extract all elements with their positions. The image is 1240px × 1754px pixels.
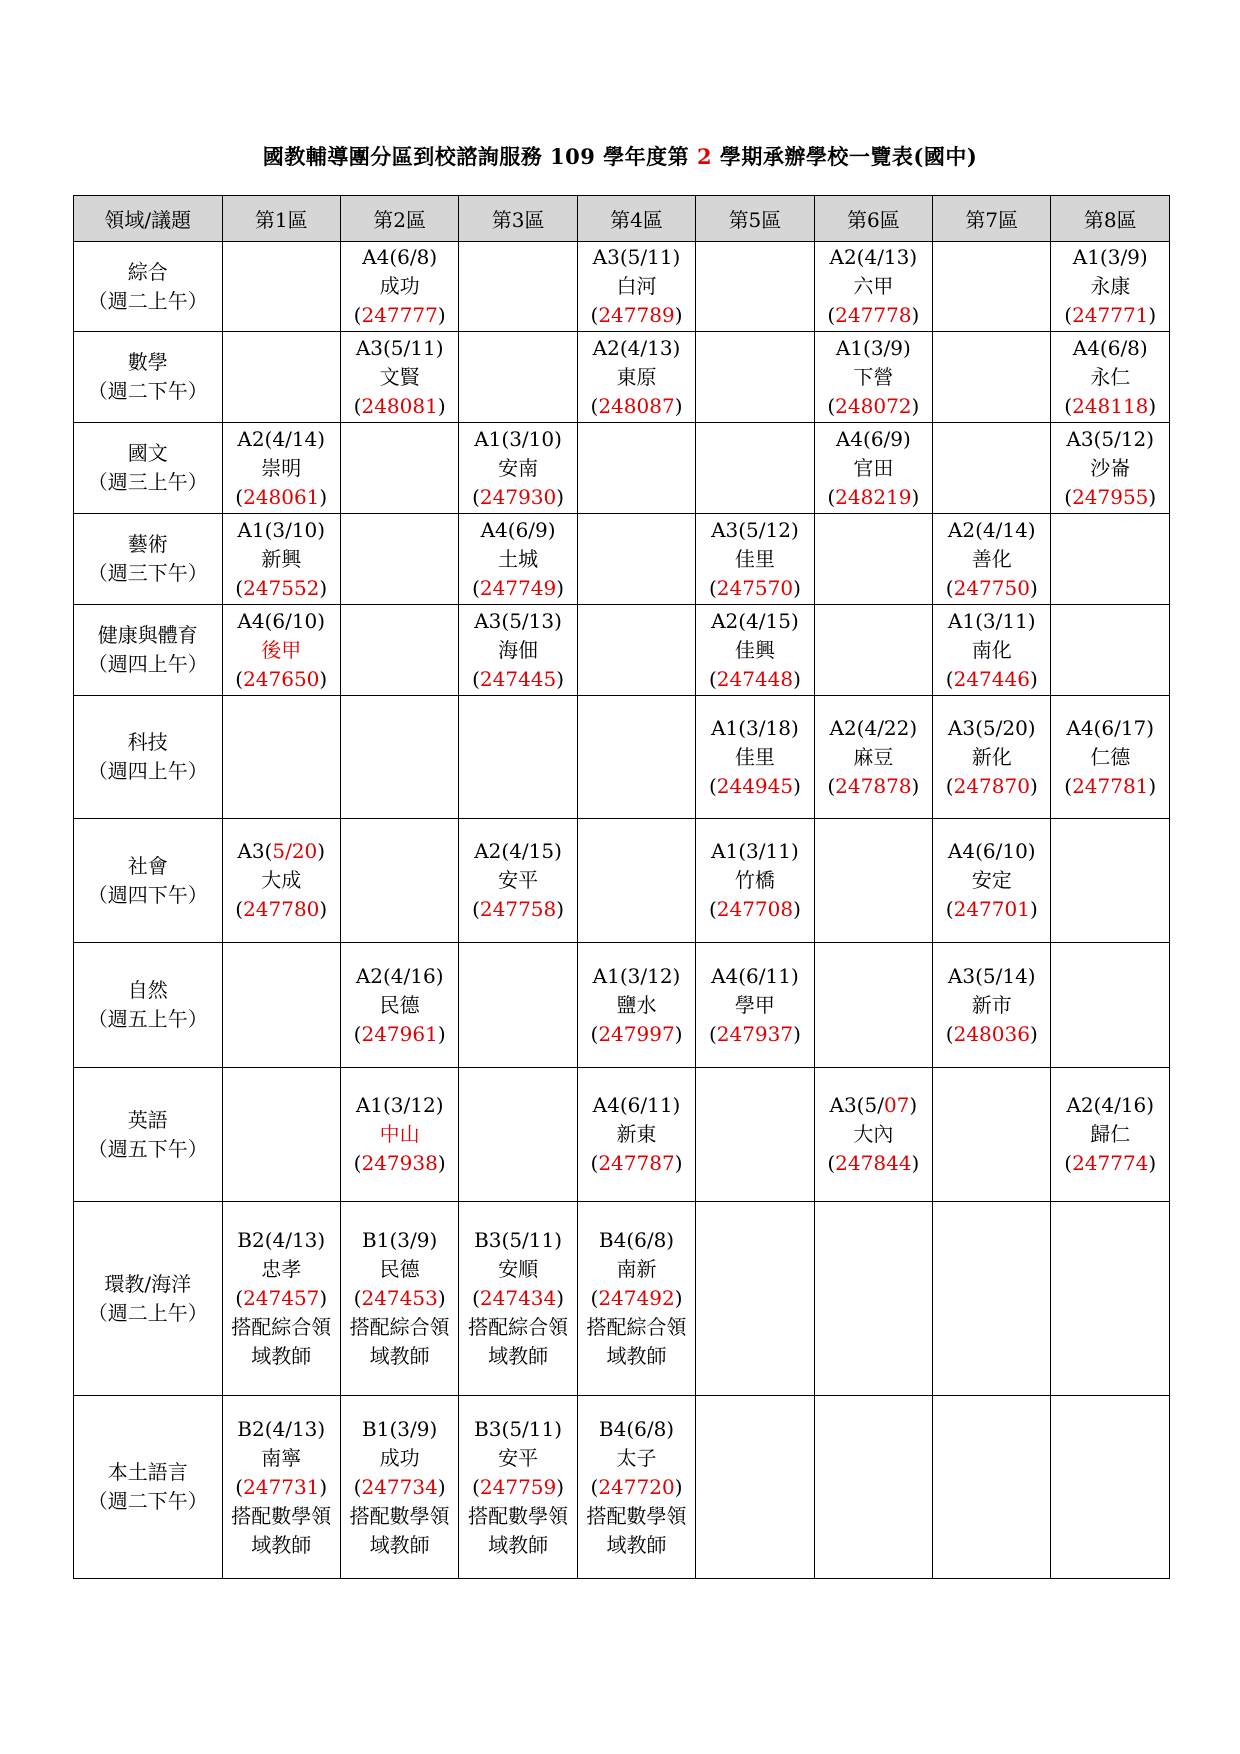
school-name: 後甲: [261, 637, 302, 662]
session-code: A1(3/12): [592, 963, 681, 988]
school-name: 民德: [379, 1257, 420, 1281]
session-code: A3(5/20): [947, 715, 1036, 740]
district-cell: [933, 242, 1051, 332]
school-name: 仁德: [1090, 744, 1131, 769]
area-time: （週四上午）: [87, 652, 208, 676]
district-cell: [340, 1202, 458, 1396]
district-cell: [933, 332, 1051, 423]
area-cell: [74, 332, 223, 423]
district-cell: [577, 696, 695, 819]
school-name: 成功: [379, 1445, 420, 1470]
school-name: 新化: [971, 744, 1012, 769]
district-cell: [933, 943, 1051, 1068]
area-cell: [74, 605, 223, 696]
district-cell: [1051, 1202, 1170, 1396]
district-cell: [577, 242, 695, 332]
session-code: A4(6/9): [480, 517, 556, 542]
district-cell: [696, 423, 814, 514]
district-cell: [577, 1202, 695, 1396]
district-cell: [459, 514, 577, 605]
note-line: 搭配綜合領: [349, 1315, 450, 1339]
session-code: A1(3/10): [237, 517, 326, 542]
district-cell: [222, 242, 340, 332]
session-code: A3(5/11): [592, 245, 681, 269]
school-name: 安南: [498, 455, 539, 480]
course-code: (248081): [353, 393, 446, 418]
note-line: 域教師: [488, 1532, 549, 1557]
area-label: 英語: [127, 1107, 168, 1132]
area-label: 國文: [127, 441, 168, 465]
note-line: 域教師: [251, 1344, 312, 1368]
district-cell: [1051, 605, 1170, 696]
session-code: B1(3/9): [362, 1416, 438, 1441]
session-code: A3(5/13): [474, 608, 562, 633]
course-code: (247759): [472, 1474, 565, 1499]
district-cell: [459, 1202, 577, 1396]
school-name: 成功: [379, 274, 420, 298]
school-name: 佳里: [734, 546, 775, 571]
area-label: 數學: [127, 350, 168, 374]
district-cell: [1051, 696, 1170, 819]
course-code: (247937): [708, 1021, 801, 1046]
district-cell: [340, 1068, 458, 1202]
course-code: (247701): [945, 897, 1038, 921]
session-code: A2(4/14): [237, 426, 326, 451]
district-cell: [933, 1396, 1051, 1579]
area-time: （週二下午）: [87, 379, 208, 403]
course-code: (247749): [472, 575, 565, 600]
school-name: 海佃: [498, 637, 539, 662]
note-line: 域教師: [251, 1532, 312, 1557]
course-code: (247878): [827, 773, 920, 798]
district-cell: [340, 943, 458, 1068]
note-line: 搭配綜合領: [468, 1315, 569, 1339]
district-cell: [459, 1396, 577, 1579]
area-label: 環教/海洋: [104, 1271, 192, 1296]
district-cell: [1051, 943, 1170, 1068]
district-cell: [577, 514, 695, 605]
note-line: 搭配數學領: [349, 1503, 450, 1528]
district-cell: [222, 943, 340, 1068]
course-code: (247777): [353, 303, 446, 327]
area-cell: [74, 819, 223, 943]
course-code: (247771): [1064, 303, 1157, 327]
district-cell: [459, 332, 577, 423]
district-cell: [340, 605, 458, 696]
district-cell: [814, 332, 932, 423]
district-cell: [814, 819, 932, 943]
session-code: A2(4/22): [829, 715, 918, 740]
table-row: [74, 332, 1170, 423]
course-code: (247844): [827, 1151, 920, 1175]
district-cell: [222, 1068, 340, 1202]
school-name: 歸仁: [1090, 1122, 1131, 1146]
session-code: B1(3/9): [362, 1228, 438, 1252]
school-name: 永康: [1090, 274, 1131, 298]
table-header-row: [74, 196, 1170, 242]
header-district-4: 第4區: [577, 196, 695, 242]
session-code: A2(4/14): [947, 517, 1036, 542]
session-code: A3(5/07): [829, 1093, 918, 1117]
school-name: 竹橋: [734, 868, 775, 892]
school-name: 太子: [616, 1445, 657, 1470]
school-name: 中山: [379, 1122, 420, 1146]
district-cell: [696, 1202, 814, 1396]
district-cell: [577, 943, 695, 1068]
header-district-5: 第5區: [696, 196, 814, 242]
session-code: A1(3/11): [711, 839, 799, 863]
session-code: A4(6/11): [592, 1093, 681, 1117]
school-name: 六甲: [853, 274, 894, 298]
district-cell: [577, 605, 695, 696]
course-code: (247734): [353, 1474, 446, 1499]
school-name: 學甲: [734, 992, 775, 1017]
district-cell: [933, 423, 1051, 514]
district-cell: [1051, 332, 1170, 423]
school-name: 大內: [853, 1122, 894, 1146]
session-code: A2(4/13): [592, 335, 681, 360]
course-code: (248118): [1064, 393, 1157, 418]
note-line: 搭配綜合領: [231, 1315, 332, 1339]
district-cell: [459, 1068, 577, 1202]
school-name: 東原: [616, 364, 657, 389]
school-name: 南寧: [261, 1445, 302, 1470]
session-code: A3(5/11): [355, 335, 444, 360]
school-name: 佳里: [734, 744, 775, 769]
course-code: (247453): [353, 1286, 446, 1310]
session-code: A3(5/12): [1066, 426, 1155, 451]
table-row: [74, 1068, 1170, 1202]
district-cell: [222, 332, 340, 423]
school-name: 善化: [971, 546, 1012, 571]
district-cell: [577, 332, 695, 423]
district-cell: [814, 1068, 932, 1202]
session-code: B3(5/11): [474, 1416, 563, 1441]
note-line: 搭配數學領: [586, 1503, 687, 1528]
course-code: (247781): [1064, 773, 1157, 798]
district-cell: [577, 1396, 695, 1579]
area-time: （週三下午）: [87, 561, 208, 585]
session-code: A3(5/12): [711, 517, 799, 542]
school-name: 安定: [971, 868, 1012, 892]
session-code: A4(6/8): [1072, 335, 1148, 360]
session-code: B2(4/13): [237, 1416, 326, 1441]
district-cell: [814, 242, 932, 332]
school-name: 下營: [853, 364, 894, 389]
area-cell: [74, 514, 223, 605]
district-cell: [577, 423, 695, 514]
district-cell: [340, 423, 458, 514]
session-code: A1(3/12): [355, 1093, 444, 1117]
table-row: [74, 242, 1170, 332]
district-cell: [340, 819, 458, 943]
schedule-table: [73, 195, 1170, 1579]
district-cell: [696, 943, 814, 1068]
school-name: 麻豆: [853, 744, 894, 769]
session-code: B3(5/11): [474, 1228, 563, 1252]
session-code: A4(6/10): [237, 608, 326, 633]
session-code: A4(6/10): [947, 839, 1036, 863]
school-name: 新東: [616, 1122, 657, 1146]
note-line: 域教師: [369, 1344, 430, 1368]
title-prefix: 國教輔導團分區到校諮詢服務 109 學年度第: [262, 144, 697, 169]
course-code: (247750): [945, 575, 1038, 600]
course-code: (248219): [827, 484, 920, 509]
table-row: [74, 605, 1170, 696]
district-cell: [814, 605, 932, 696]
district-cell: [933, 696, 1051, 819]
district-cell: [933, 819, 1051, 943]
district-cell: [814, 943, 932, 1068]
course-code: (247446): [945, 666, 1038, 691]
course-code: (247789): [590, 303, 683, 327]
district-cell: [222, 696, 340, 819]
district-cell: [814, 514, 932, 605]
area-time: （週二上午）: [87, 1300, 208, 1325]
note-line: 域教師: [606, 1344, 667, 1368]
school-name: 大成: [261, 868, 302, 892]
area-time: （週三上午）: [87, 470, 208, 494]
school-name: 新興: [261, 546, 302, 571]
district-cell: [459, 423, 577, 514]
session-code: A1(3/18): [711, 715, 799, 740]
course-code: (248087): [590, 393, 683, 418]
district-cell: [459, 605, 577, 696]
header-district-6: 第6區: [814, 196, 932, 242]
district-cell: [577, 1068, 695, 1202]
district-cell: [814, 1396, 932, 1579]
district-cell: [933, 514, 1051, 605]
table-row: [74, 1396, 1170, 1579]
school-name: 土城: [498, 546, 539, 571]
course-code: (247930): [472, 484, 565, 509]
area-cell: [74, 943, 223, 1068]
header-district-3: 第3區: [459, 196, 577, 242]
session-code: A2(4/15): [474, 839, 562, 863]
district-cell: [696, 242, 814, 332]
header-district-2: 第2區: [340, 196, 458, 242]
district-cell: [933, 1068, 1051, 1202]
note-line: 域教師: [606, 1532, 667, 1557]
district-cell: [1051, 1396, 1170, 1579]
area-time: （週二上午）: [87, 288, 208, 313]
area-cell: [74, 1396, 223, 1579]
district-cell: [459, 819, 577, 943]
header-district-1: 第1區: [222, 196, 340, 242]
header-district-8: 第8區: [1051, 196, 1170, 242]
course-code: (247708): [708, 897, 801, 921]
session-code: A1(3/10): [474, 426, 562, 451]
school-name: 佳興: [734, 637, 775, 662]
course-code: (247778): [827, 303, 920, 327]
course-code: (247787): [590, 1151, 683, 1175]
course-code: (247955): [1064, 484, 1157, 509]
note-line: 域教師: [369, 1532, 430, 1557]
school-name: 南新: [616, 1257, 657, 1281]
district-cell: [459, 242, 577, 332]
district-cell: [933, 605, 1051, 696]
district-cell: [459, 943, 577, 1068]
school-name: 文賢: [379, 364, 420, 389]
district-cell: [1051, 514, 1170, 605]
district-cell: [577, 819, 695, 943]
area-label: 社會: [127, 853, 168, 878]
district-cell: [340, 1396, 458, 1579]
area-time: （週五上午）: [87, 1007, 208, 1031]
session-code: A4(6/9): [835, 426, 911, 451]
title-suffix: 學期承辦學校一覽表(國中): [712, 144, 978, 169]
area-label: 綜合: [127, 259, 168, 284]
session-code: A3(5/14): [947, 963, 1036, 988]
school-name: 安順: [498, 1257, 539, 1281]
district-cell: [222, 819, 340, 943]
session-code: A1(3/11): [947, 608, 1036, 633]
course-code: (244945): [708, 773, 801, 798]
district-cell: [1051, 423, 1170, 514]
school-name: 安平: [498, 868, 539, 892]
session-code: A3(5/20): [237, 839, 326, 863]
course-code: (247870): [945, 773, 1038, 798]
session-code: A2(4/13): [829, 245, 918, 269]
session-code: A2(4/16): [1066, 1093, 1155, 1117]
session-code: B4(6/8): [598, 1228, 675, 1252]
table-row: [74, 696, 1170, 819]
course-code: (247570): [708, 575, 801, 600]
district-cell: [814, 423, 932, 514]
area-cell: [74, 1202, 223, 1396]
school-name: 忠孝: [261, 1257, 302, 1281]
course-code: (247938): [353, 1151, 446, 1175]
header-area: 領域/議題: [74, 196, 223, 242]
district-cell: [1051, 1068, 1170, 1202]
session-code: B2(4/13): [237, 1228, 326, 1252]
district-cell: [814, 696, 932, 819]
session-code: A1(3/9): [1072, 245, 1148, 269]
district-cell: [222, 1396, 340, 1579]
area-cell: [74, 696, 223, 819]
course-code: (247434): [472, 1286, 565, 1310]
district-cell: [222, 605, 340, 696]
district-cell: [340, 332, 458, 423]
district-cell: [222, 514, 340, 605]
course-code: (248072): [827, 393, 920, 418]
area-time: （週四下午）: [87, 882, 208, 907]
area-label: 藝術: [127, 532, 168, 556]
note-line: 搭配數學領: [468, 1503, 569, 1528]
school-name: 崇明: [261, 455, 302, 480]
district-cell: [696, 332, 814, 423]
school-name: 白河: [616, 274, 657, 298]
area-label: 本土語言: [107, 1460, 188, 1484]
area-cell: [74, 423, 223, 514]
session-code: A4(6/17): [1066, 715, 1155, 740]
district-cell: [222, 423, 340, 514]
header-district-7: 第7區: [933, 196, 1051, 242]
district-cell: [1051, 819, 1170, 943]
school-name: 官田: [853, 455, 894, 480]
session-code: A4(6/11): [711, 963, 799, 988]
area-cell: [74, 242, 223, 332]
course-code: (247720): [590, 1474, 683, 1499]
page-title: [0, 141, 1240, 171]
session-code: A4(6/8): [362, 245, 438, 269]
district-cell: [814, 1202, 932, 1396]
district-cell: [696, 1396, 814, 1579]
area-label: 健康與體育: [97, 623, 198, 647]
district-cell: [459, 696, 577, 819]
area-cell: [74, 1068, 223, 1202]
course-code: (248036): [945, 1021, 1038, 1046]
note-line: 搭配數學領: [231, 1503, 332, 1528]
course-code: (247780): [235, 897, 328, 921]
session-code: A2(4/15): [711, 608, 799, 633]
school-name: 沙崙: [1090, 455, 1131, 480]
district-cell: [696, 514, 814, 605]
district-cell: [340, 242, 458, 332]
area-label: 科技: [127, 730, 168, 754]
area-time: （週四上午）: [87, 759, 208, 783]
course-code: (247650): [235, 666, 328, 691]
district-cell: [933, 1202, 1051, 1396]
district-cell: [696, 696, 814, 819]
course-code: (247448): [708, 666, 801, 691]
note-line: 域教師: [488, 1344, 549, 1368]
course-code: (247758): [472, 897, 565, 921]
course-code: (248061): [235, 484, 328, 509]
session-code: A1(3/9): [835, 335, 911, 360]
title-semester: 2: [696, 144, 713, 169]
district-cell: [696, 819, 814, 943]
district-cell: [222, 1202, 340, 1396]
note-line: 搭配綜合領: [586, 1315, 687, 1339]
table-row: [74, 943, 1170, 1068]
district-cell: [696, 605, 814, 696]
course-code: (247457): [235, 1286, 328, 1310]
area-time: （週五下午）: [87, 1136, 208, 1161]
course-code: (247997): [590, 1021, 683, 1046]
school-name: 鹽水: [616, 992, 657, 1017]
table-row: [74, 514, 1170, 605]
course-code: (247731): [235, 1474, 328, 1499]
table-body: [74, 242, 1170, 1579]
course-code: (247445): [472, 666, 565, 691]
school-name: 安平: [498, 1445, 539, 1470]
course-code: (247552): [235, 575, 328, 600]
table-row: [74, 819, 1170, 943]
area-time: （週二下午）: [87, 1489, 208, 1513]
area-label: 自然: [127, 978, 168, 1002]
district-cell: [340, 514, 458, 605]
school-name: 民德: [379, 992, 420, 1017]
table-row: [74, 423, 1170, 514]
district-cell: [1051, 242, 1170, 332]
session-code: A2(4/16): [355, 963, 444, 988]
school-name: 新市: [971, 992, 1012, 1017]
course-code: (247774): [1064, 1151, 1157, 1175]
school-name: 永仁: [1090, 364, 1131, 389]
school-name: 南化: [971, 637, 1012, 662]
district-cell: [340, 696, 458, 819]
district-cell: [696, 1068, 814, 1202]
course-code: (247961): [353, 1021, 446, 1046]
session-code: B4(6/8): [598, 1416, 675, 1441]
table-row: [74, 1202, 1170, 1396]
course-code: (247492): [590, 1286, 683, 1310]
